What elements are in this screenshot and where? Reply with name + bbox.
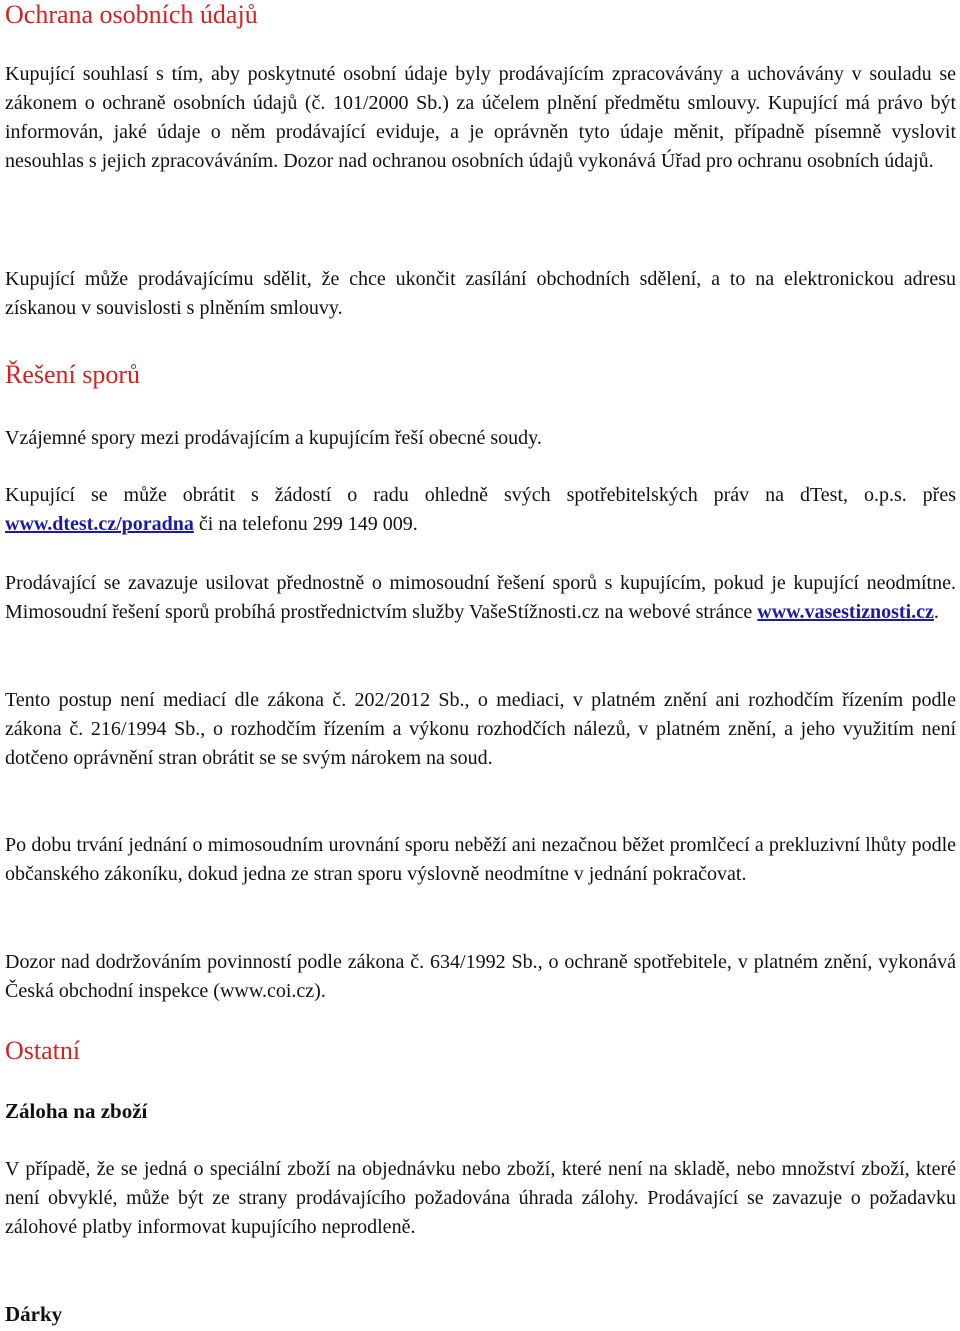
paragraph-limitation-periods: Po dobu trvání jednání o mimosoudním urovnání sporu neběží ani nezačnou běžet promlčecí a prekluzivní lhůty podle občanského zákoníku, dokud jedna ze stran sporu výslovně neodmítne v jednání pokračovat.	[5, 834, 956, 885]
section-title-ochrana: Ochrana osobních údajů	[5, 0, 258, 29]
paragraph-dtest-text: Kupující se může obrátit s žádostí o radu ohledně svých spotřebitelských práv na dTest, o.p.s. přes	[5, 484, 956, 506]
section-title-reseni-sporu: Řešení sporů	[5, 360, 141, 389]
dtest-link[interactable]: www.dtest.cz/poradna	[5, 513, 194, 535]
subsection-title-zaloha: Záloha na zboží	[5, 1099, 148, 1123]
paragraph-unsubscribe: Kupující může prodávajícímu sdělit, že chce ukončit zasílání obchodních sdělení, a to na elektronickou adresu získanou v souvislosti s plněním smlouvy.	[5, 268, 956, 319]
paragraph-dtest-phone-text: či na telefonu 299 149 009.	[193, 513, 418, 535]
paragraph-personal-data-consent: Kupující souhlasí s tím, aby poskytnuté osobní údaje byly prodávajícím zpracovávány a uchovávány v souladu se zákonem o ochraně osobních údajů (č. 101/2000 Sb.) za účelem plnění předmětu smlouvy. Kupující má právo být informován, jaké údaje o něm prodávající eviduje, a je oprávněn tyto údaje měnit, případně písemně vyslovit nesouhlas s jejich zpracováváním. Dozor nad ochranou osobních údajů vykonává Úřad pro ochranu osobních údajů.	[5, 63, 956, 172]
paragraph-dtest	[5, 481, 956, 539]
paragraph-out-of-court	[5, 569, 956, 627]
paragraph-courts: Vzájemné spory mezi prodávajícím a kupujícím řeší obecné soudy.	[5, 427, 542, 449]
paragraph-out-of-court-end: .	[933, 601, 939, 623]
paragraph-deposit: V případě, že se jedná o speciální zboží na objednávku nebo zboží, které není na skladě, nebo množství zboží, které není obvyklé, může být ze strany prodávajícího požadována úhrada zálohy. Prodávající se zavazuje o požadavku zálohové platby informovat kupujícího neprodleně.	[5, 1158, 956, 1238]
paragraph-not-mediation: Tento postup není mediací dle zákona č. 202/2012 Sb., o mediaci, v platném znění ani rozhodčím řízením podle zákona č. 216/1994 Sb., o rozhodčím řízením a výkonu rozhodčích nálezů, v platném znění, a jeho využitím není dotčeno oprávnění stran obrátit se se svým nárokem na soud.	[5, 689, 956, 769]
subsection-title-darky: Dárky	[5, 1302, 63, 1326]
paragraph-supervision: Dozor nad dodržováním povinností podle zákona č. 634/1992 Sb., o ochraně spotřebitele, v platném znění, vykonává Česká obchodní inspekce (www.coi.cz).	[5, 951, 956, 1002]
paragraph-out-of-court-text: Prodávající se zavazuje usilovat přednostně o mimosoudní řešení sporů s kupujícím, pokud je kupující neodmítne. Mimosoudní řešení sporů probíhá prostřednictvím služby VašeStížnosti.cz na webové stránce	[5, 572, 956, 623]
vasestiznosti-link[interactable]: www.vasestiznosti.cz	[757, 601, 934, 623]
section-title-ostatni: Ostatní	[5, 1036, 81, 1065]
